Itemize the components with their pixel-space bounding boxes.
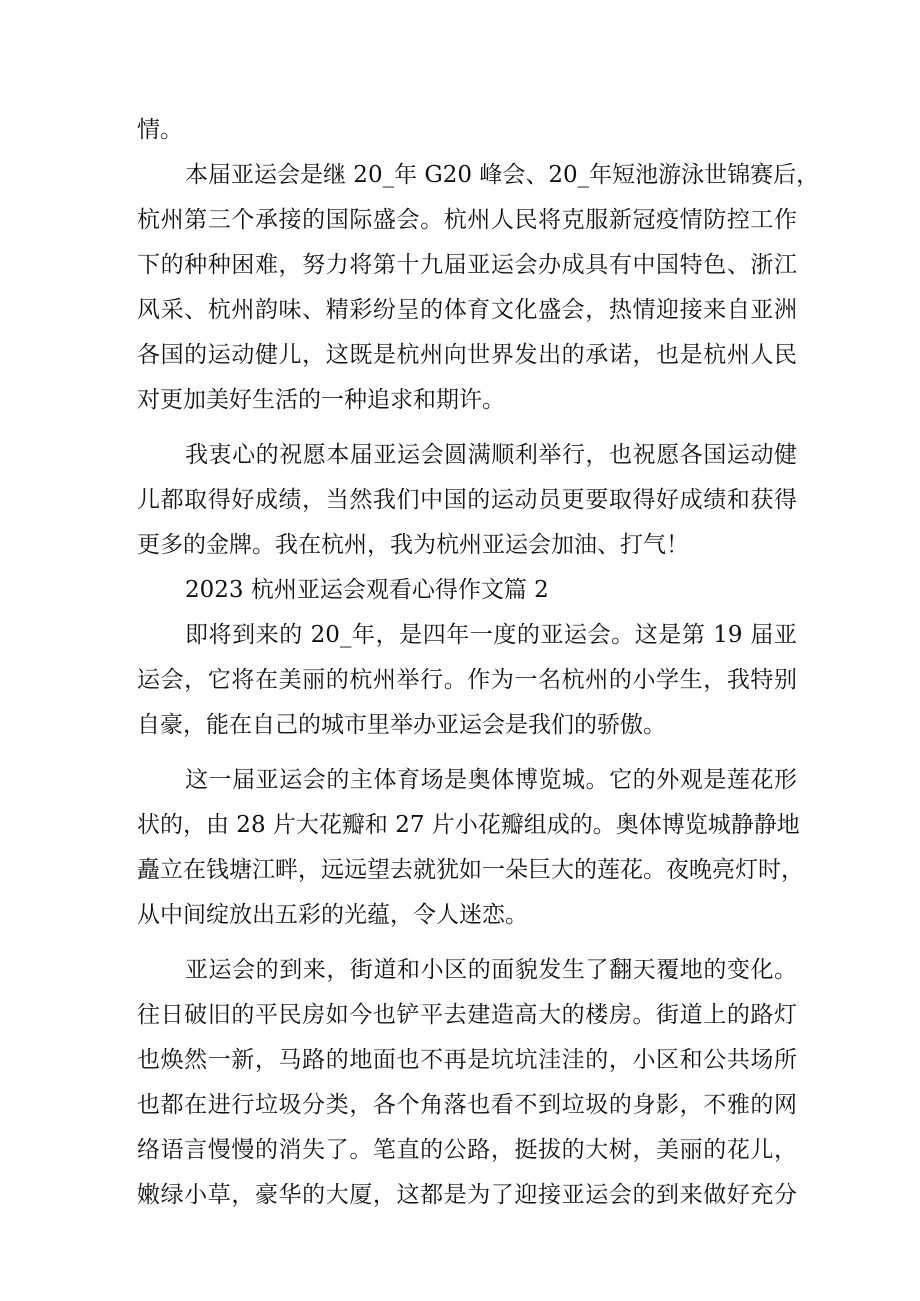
text-line: 即将到来的 20_年，是四年一度的亚运会。这是第 19 届亚 [185, 622, 797, 648]
text-line: 往日破旧的平民房如今也铲平去建造高大的楼房。街道上的路灯 [137, 1002, 797, 1028]
text-line: 嫩绿小草，豪华的大厦，这都是为了迎接亚运会的到来做好充分 [137, 1182, 797, 1208]
text-line: 儿都取得好成绩，当然我们中国的运动员更要取得好成绩和获得 [137, 487, 797, 513]
text-line: 我衷心的祝愿本届亚运会圆满顺利举行，也祝愿各国运动健 [185, 442, 797, 468]
text-line: 亚运会的到来，街道和小区的面貌发生了翻天覆地的变化。 [185, 957, 797, 983]
text-line: 对更加美好生活的一种追求和期许。 [137, 387, 505, 413]
text-line: 下的种种困难，努力将第十九届亚运会办成具有中国特色、浙江 [137, 252, 797, 278]
text-line: 更多的金牌。我在杭州，我为杭州亚运会加油、打气！ [137, 532, 689, 558]
text-line: 从中间绽放出五彩的光蕴，令人迷恋。 [137, 902, 528, 928]
text-line: 这一届亚运会的主体育场是奥体博览城。它的外观是莲花形 [185, 767, 797, 793]
text-line: 运会，它将在美丽的杭州举行。作为一名杭州的小学生，我特别 [137, 667, 797, 693]
text-line: 本届亚运会是继 20_年 G20 峰会、20_年短池游泳世锦赛后， [185, 162, 820, 188]
text-line: 风采、杭州韵味、精彩纷呈的体育文化盛会，热情迎接来自亚洲 [137, 297, 797, 323]
text-line: 自豪，能在自己的城市里举办亚运会是我们的骄傲。 [137, 712, 666, 738]
text-line: 也都在进行垃圾分类，各个角落也看不到垃圾的身影，不雅的网 [137, 1092, 797, 1118]
text-line: 也焕然一新，马路的地面也不再是坑坑洼洼的，小区和公共场所 [137, 1047, 797, 1073]
section-heading: 2023 杭州亚运会观看心得作文篇 2 [185, 577, 549, 603]
text-line: 各国的运动健儿，这既是杭州向世界发出的承诺，也是杭州人民 [137, 342, 797, 368]
text-line: 矗立在钱塘江畔，远远望去就犹如一朵巨大的莲花。夜晚亮灯时， [137, 857, 804, 883]
text-line: 杭州第三个承接的国际盛会。杭州人民将克服新冠疫情防控工作 [137, 207, 797, 233]
document-body [137, 108, 820, 1218]
text-line: 情。 [137, 117, 183, 143]
text-line: 状的，由 28 片大花瓣和 27 片小花瓣组成的。奥体博览城静静地 [137, 812, 800, 838]
text-line: 络语言慢慢的消失了。笔直的公路，挺拔的大树，美丽的花儿， [137, 1137, 797, 1163]
